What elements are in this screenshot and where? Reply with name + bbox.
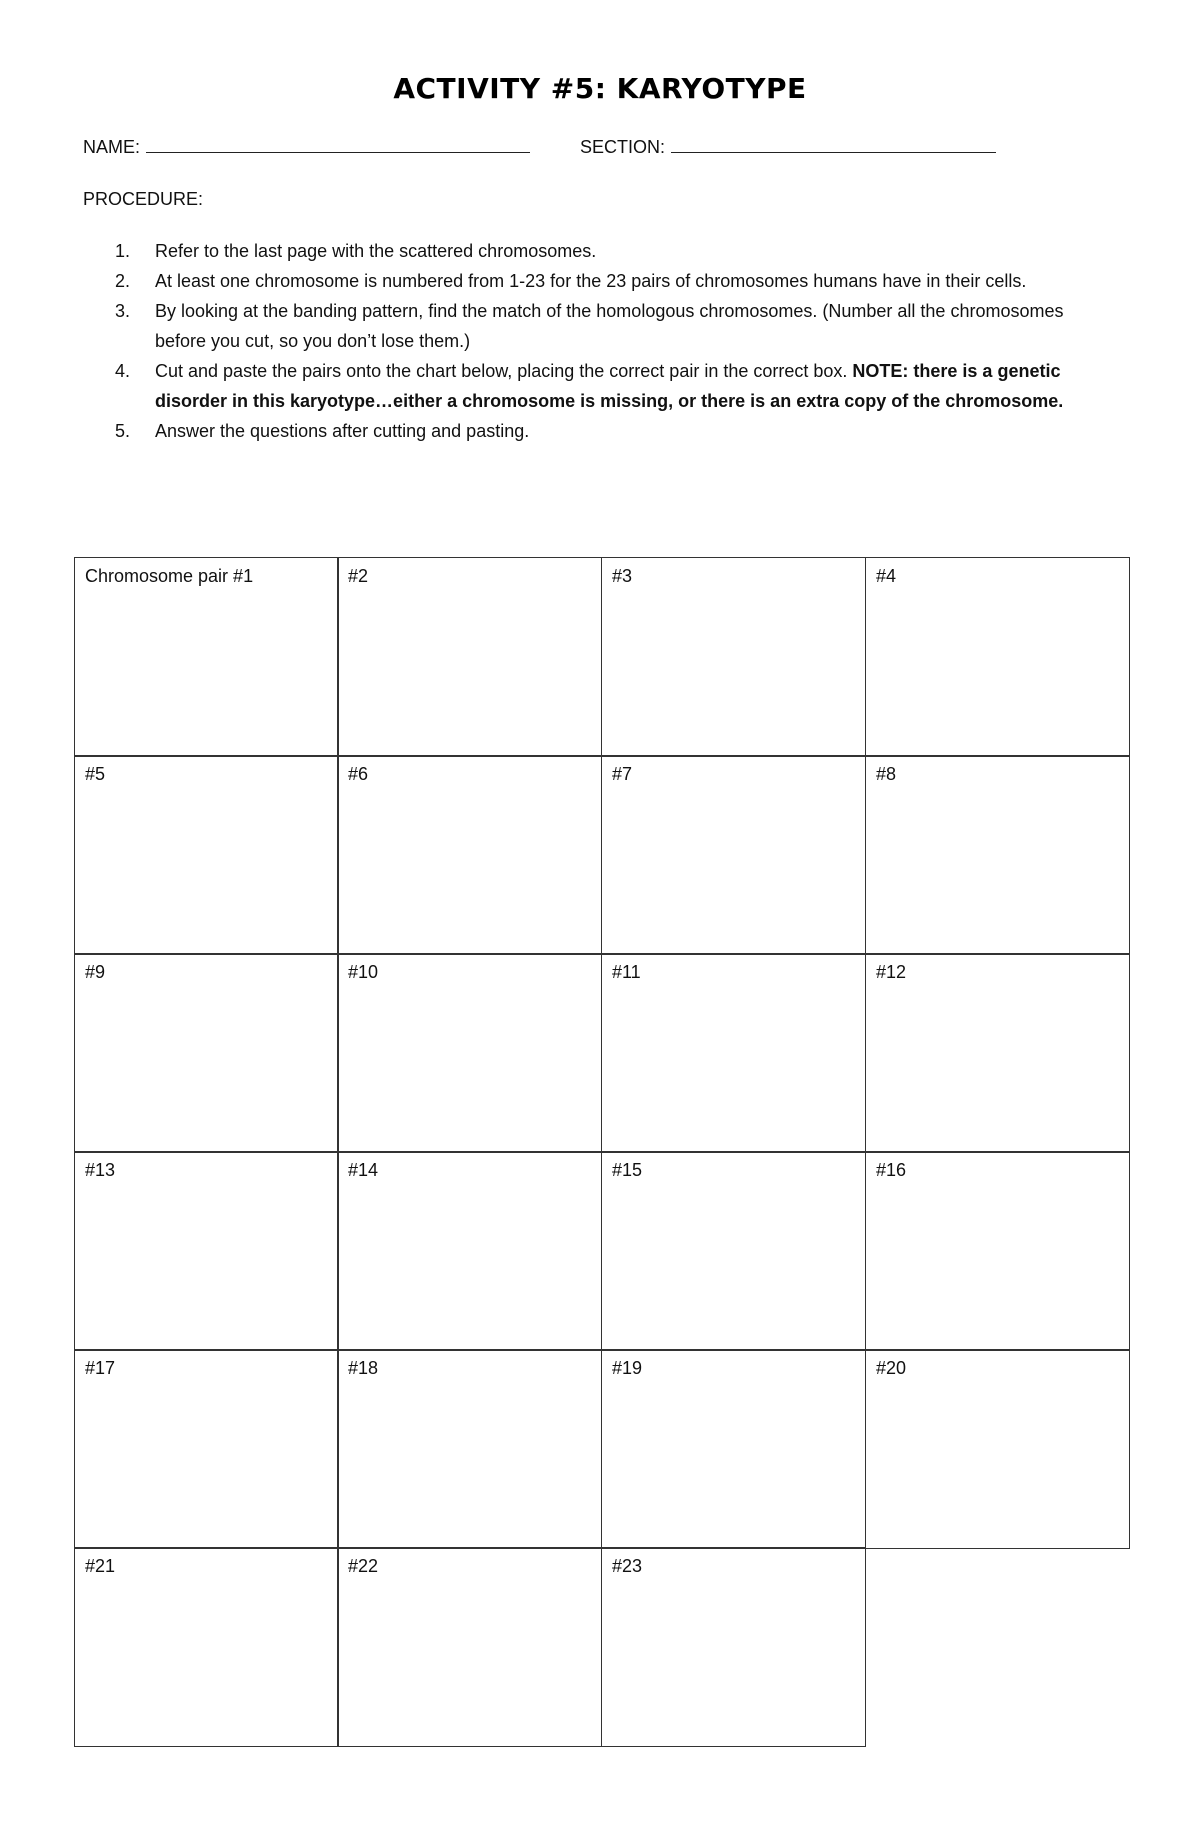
step-text: Refer to the last page with the scattered chromosomes. [155,241,597,261]
chart-cell[interactable]: #16 [865,1151,1130,1351]
chart-cell[interactable]: #9 [74,953,339,1153]
step-text: Answer the questions after cutting and pasting. [155,421,530,441]
chart-cell[interactable]: #15 [601,1151,866,1351]
step-number: 1. [115,241,131,261]
chart-cell[interactable]: #10 [337,953,602,1153]
chart-cell[interactable]: #20 [865,1349,1130,1549]
section-label: SECTION: [580,137,666,157]
chart-cell[interactable]: #8 [865,755,1130,955]
page-title: ACTIVITY #5: KARYOTYPE [393,72,807,105]
step-text: At least one chromosome is numbered from 1-23 for the 23 pairs of chromosomes humans have in their cells. [155,271,1027,291]
step-text: Cut and paste the pairs onto the chart below, placing the correct pair in the correct box. [155,361,853,381]
step-number: 5. [115,421,131,441]
chart-cell[interactable]: #14 [337,1151,602,1351]
step-number: 2. [115,271,131,291]
chart-cell[interactable]: #21 [74,1547,339,1747]
chart-cell[interactable]: #2 [337,557,602,757]
step-number: 4. [115,361,131,381]
chart-cell[interactable]: #6 [337,755,602,955]
procedure-step [115,356,1085,416]
step-number: 3. [115,301,131,321]
chart-cell[interactable]: Chromosome pair #1 [74,557,339,757]
name-label: NAME: [83,137,141,157]
chart-cell[interactable]: #12 [865,953,1130,1153]
chart-cell[interactable]: #19 [601,1349,866,1549]
chart-cell[interactable]: #4 [865,557,1130,757]
karyotype-chart [74,557,1130,1747]
chart-cell[interactable]: #23 [601,1547,866,1747]
step-note: NOTE: there is a genetic disorder in this karyotype…either a chromosome is missing, or there is an extra copy of the chromosome. [155,361,1064,411]
chart-cell[interactable]: #17 [74,1349,339,1549]
procedure-step [115,236,1085,266]
step-text: By looking at the banding pattern, find the match of the homologous chromosomes. (Number all the chromosomes before you cut, so you don’t lose them.) [155,301,1064,351]
procedure-heading: PROCEDURE: [83,189,204,209]
chart-cell[interactable]: #11 [601,953,866,1153]
chart-cell[interactable]: #13 [74,1151,339,1351]
section-field[interactable] [580,137,996,158]
chart-cell[interactable]: #5 [74,755,339,955]
procedure-steps [115,236,1085,446]
chart-cell[interactable]: #7 [601,755,866,955]
section-blank-line[interactable] [671,138,996,153]
name-blank-line[interactable] [146,138,530,153]
name-field[interactable] [83,137,530,158]
chart-cell[interactable]: #22 [337,1547,602,1747]
procedure-step [115,266,1085,296]
chart-cell[interactable]: #3 [601,557,866,757]
procedure-step [115,296,1085,356]
procedure-step [115,416,1085,446]
chart-cell[interactable]: #18 [337,1349,602,1549]
